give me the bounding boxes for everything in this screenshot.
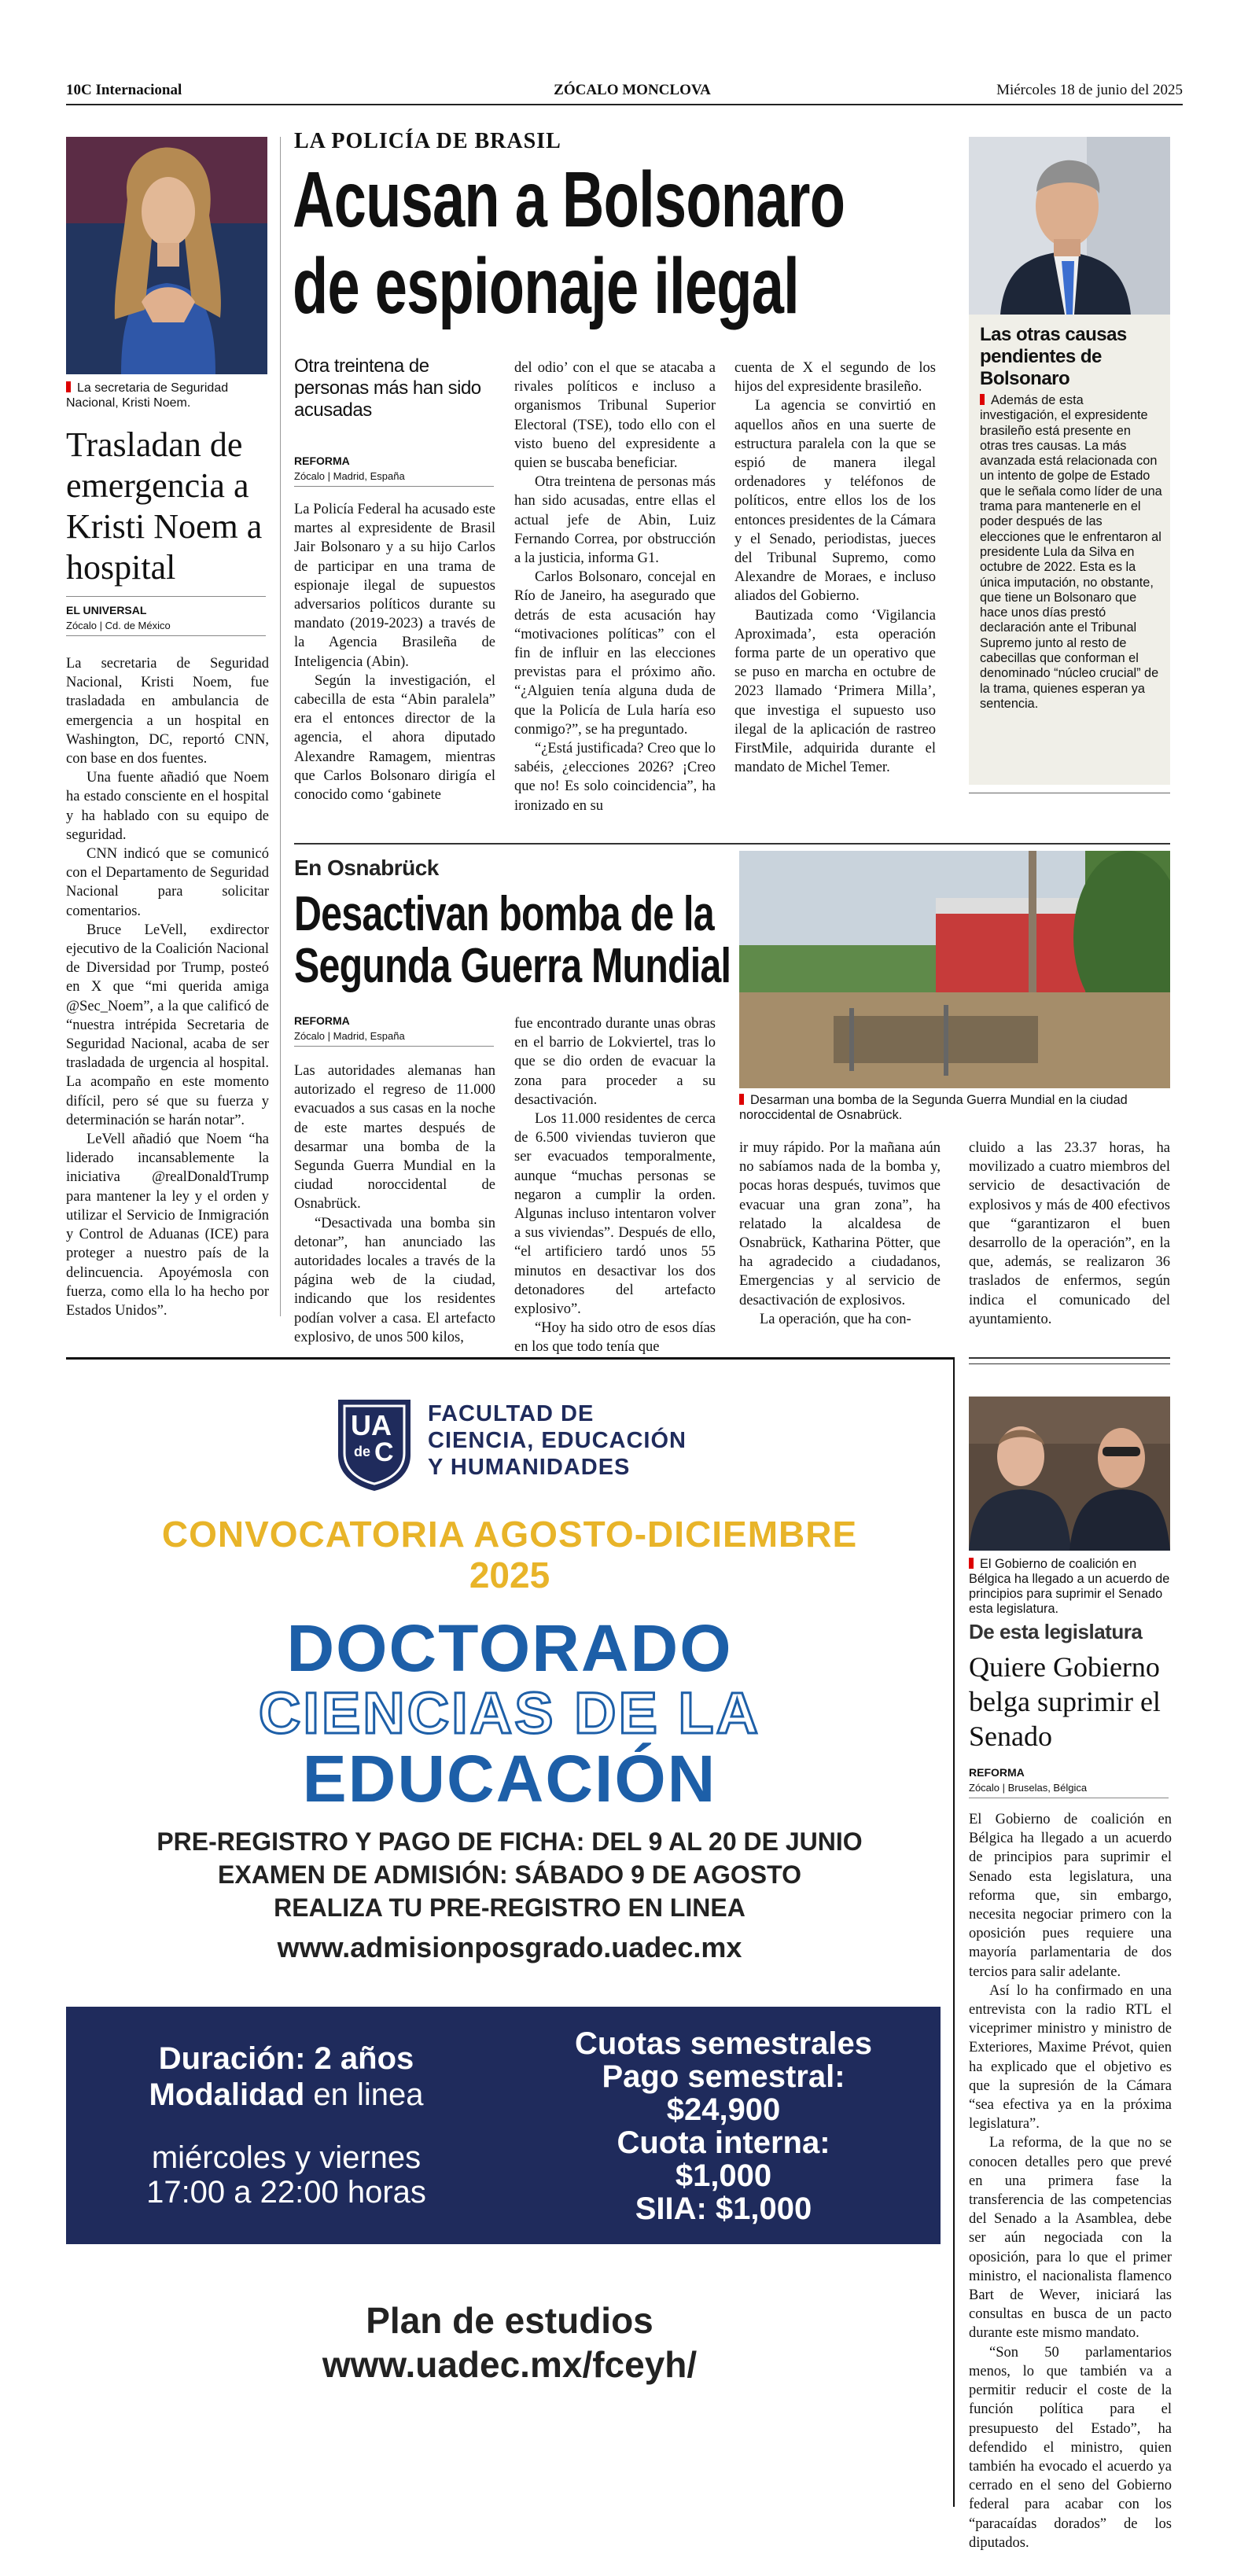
bomba-paragraph: fue encontrado durante unas obras en el barrio de Lokviertel, tras lo que se dio orden de evacuar la zona para proceder a su desactivación.: [514, 1016, 716, 1108]
bolsonaro-dateline: Zócalo | Madrid, España: [294, 470, 405, 482]
noem-photo: [66, 137, 267, 374]
noem-dateline: Zócalo | Cd. de México: [66, 620, 171, 631]
ad-url: www.admisionposgrado.uadec.mx: [277, 1931, 742, 1963]
bolsonaro-paragraph: Según la investigación, el cabecilla de esta “Abin paralela” era el entonces director de la agencia, el ahora diputado Alexandre Ramagem, mientras que Carlos Bolsonaro dirigía el conocido como ‘gabinete: [294, 672, 495, 804]
duracion-value: 2 años: [314, 2041, 414, 2076]
belgica-dateline: Zócalo | Bruselas, Bélgica: [969, 1782, 1088, 1794]
logo-text-3: C: [374, 1437, 394, 1467]
noem-agency: EL UNIVERSAL: [66, 604, 147, 616]
noem-paragraph: Una fuente añadió que Noem ha estado consciente en el hospital y ha hablado con su equipo de seguridad.: [66, 770, 269, 843]
belgica-paragraph: “Son 50 parlamentarios menos, lo que también va a permitir reducir el coste de la función política para el presupuesto del Estado”, ha defendido el ministro, quien también ha evocado el acuerdo ya cerrado en el seno del Gobierno federal para acabar con los “paracaídas dorados” de los diputados.: [969, 2344, 1172, 2551]
bomba-caption: Desarman una bomba de la Segunda Guerra Mundial en la ciudad noroccidental de Osnabrück.: [739, 1093, 1128, 1122]
uadec-logo: [333, 1397, 415, 1492]
noem-paragraph: LeVell añadió que Noem “ha liderado incansablemente la iniciativa @realDonaldTrump para mantener la ley y el orden y utilizar el Servicio de Inmigración y Control de Aduanas (ICE) para proteger a nuestro país de la delincuencia. Apoyémosla con fuerza, como ella lo ha hecho por Estados Unidos”.: [66, 1132, 269, 1319]
section-label: 10C Internacional: [66, 82, 182, 98]
bomba-paragraph: “Hoy ha sido otro de esos días en los que todo tenía que: [514, 1320, 716, 1356]
bomba-paragraph: “Desactivada una bomba sin detonar”, han anunciado las autoridades locales a través de la página web de la ciudad, indicando que los residentes podían volver a casa. El artefacto explosivo, de unos 500 kilos,: [294, 1215, 495, 1345]
bomba-agency: REFORMA: [294, 1014, 350, 1027]
belgica-body: [969, 1810, 1172, 2552]
belgica-caption: El Gobierno de coalición en Bélgica ha llegado a un acuerdo de principios para suprimir el Senado esta legislatura.: [969, 1557, 1170, 1616]
ad-info-1: PRE-REGISTRO Y PAGO DE FICHA: DEL 9 AL 20 DE JUNIO: [156, 1827, 863, 1856]
ad-program-3: EDUCACIÓN: [302, 1742, 717, 1816]
ad-faculty-1: FACULTAD DE: [428, 1401, 595, 1426]
logo-text-1: UA: [351, 1409, 392, 1441]
ad-right-rule: [953, 1357, 955, 2507]
noem-dateline-rule: [66, 635, 266, 636]
ad-faculty-2: CIENCIA, EDUCACIÓN: [428, 1428, 687, 1453]
ad-top-rule: [66, 1357, 953, 1360]
bomba-paragraph: La operación, que ha con-: [760, 1311, 911, 1327]
bomba-col-4: [969, 1139, 1170, 1329]
interna-value: $1,000: [675, 2158, 772, 2193]
noem-caption: La secretaria de Seguridad Nacional, Kristi Noem.: [66, 381, 229, 410]
belgica-headline: Quiere Gobierno belga suprimir el Senado: [969, 1651, 1161, 1752]
bolsonaro-paragraph: “¿Está justificada? Creo que lo sabéis, ¿elecciones 2026? ¡Creo que no! Es solo coincidencia”, ha ironizado en su: [514, 741, 716, 814]
ad-faculty-3: Y HUMANIDADES: [428, 1455, 631, 1480]
caption-marker: [66, 381, 71, 392]
noem-paragraph: La secretaria de Seguridad Nacional, Kristi Noem, fue trasladada en ambulancia de emergencia a un hospital en Washington, DC, reportó CNN, con base en dos fuentes.: [66, 656, 269, 767]
belgica-paragraph: El Gobierno de coalición en Bélgica ha llegado a un acuerdo de principios para suprimir el Senado esta legislatura, una reforma que, sin embargo, necesita negociar primero con la oposición pues requiere una mayoría parlamentaria de dos tercios para salir adelante.: [969, 1812, 1172, 1980]
ad-call-1: CONVOCATORIA AGOSTO-DICIEMBRE: [161, 1514, 858, 1555]
bomba-photo: [739, 851, 1170, 1088]
bolsonaro-paragraph: Carlos Bolsonaro, concejal en Río de Janeiro, ha asegurado que detrás de esta acusación hay “motivaciones políticas” con el fin de influir en las elecciones previstas para el próximo año. “¿Alguien tenía alguna duda de que la Policía de Lula haría eso conmigo?”, se ha preguntado.: [514, 569, 716, 738]
bomba-headline-2: Segunda Guerra Mundial: [294, 939, 731, 993]
bolsonaro-deck: Otra treintena de personas más han sido acusadas: [294, 355, 481, 421]
duracion-label: Duración:: [158, 2041, 306, 2076]
horas-line: 17:00 a 22:00 horas: [146, 2175, 426, 2210]
ad-program-1: DOCTORADO: [286, 1611, 733, 1685]
ad-call-2: 2025: [469, 1555, 550, 1595]
ad-program-2: CIENCIAS DE LA: [258, 1680, 761, 1746]
bolsonaro-agency: REFORMA: [294, 454, 350, 467]
noem-paragraph: Bruce LeVell, exdirector ejecutivo de la Coalición Nacional de Diversidad por Trump, posteó en X que “mi querida amiga @Sec_Noem”, a la que calificó de “nuestra intrépida Secretaria de Seguridad Nacional, acaba de ser trasladada de urgencia al hospital. La acompaño en este momento difícil, pero sé que su fuerza y determinación se harán notar”.: [66, 922, 269, 1128]
bolsonaro-dateline-rule: [294, 486, 494, 487]
column-divider-left: [280, 137, 281, 1316]
bolsonaro-paragraph: La Policía Federal ha acusado este martes al expresidente de Brasil Jair Bolsonaro y a su hijo Carlos de participar en una trama de espionaje ilegal de supuestos adversarios políticos durante su mandato (2019-2023) a través de la Agencia Brasileña de Inteligencia (Abin).: [294, 502, 495, 670]
modalidad-value: en linea: [313, 2077, 424, 2112]
bomba-paragraph: ir muy rápido. Por la mañana aún no sabíamos nada de la bomba y, pocas horas después, tuvimos que evacuar una gran zona”, ha relatado la alcaldesa de Osnabrück, Katharina Pötter, que ha agradecido a ciudadanos, Emergencias y al servicio de desactivación de explosivos.: [739, 1140, 941, 1308]
newspaper-name: ZÓCALO MONCLOVA: [554, 82, 711, 98]
header-rule: [66, 104, 1183, 105]
bolsonaro-col-2: [514, 359, 716, 815]
duracion-line: [66, 2041, 506, 2076]
bolsonaro-paragraph: del odio’ con el que se atacaba a rivales políticos e incluso a organismos Tribunal Superior Electoral (TSE), todo ello con el visto bueno del expresidente a quien se buscaba beneficiar.: [514, 360, 716, 472]
bomba-col-1: [294, 1062, 495, 1347]
bolsonaro-headline-1: Acusan a Bolsonaro: [293, 156, 845, 244]
bomba-dateline: Zócalo | Madrid, España: [294, 1030, 405, 1042]
belgica-agency: REFORMA: [969, 1766, 1025, 1779]
bomba-top-rule: [294, 843, 1170, 845]
belgica-top-rule-2: [969, 1363, 1170, 1364]
bolsonaro-col-1: [294, 500, 495, 804]
belgica-top-rule-1: [969, 1357, 1170, 1359]
bomba-kicker: En Osnabrück: [294, 856, 439, 880]
noem-body: [66, 654, 269, 1320]
bolsonaro-col-3: [734, 359, 936, 777]
bolsonaro-kicker: LA POLICÍA DE BRASIL: [294, 129, 561, 153]
ad-plan-title: Plan de estudios: [366, 2300, 653, 2341]
page-header: [66, 79, 1183, 102]
bomba-dateline-rule: [294, 1046, 494, 1047]
issue-date: Miércoles 18 de junio del 2025: [996, 82, 1183, 98]
bomba-headline-1: Desactivan bomba de la: [294, 887, 714, 941]
bolsonaro-paragraph: Otra treintena de personas más han sido acusadas, entre ellas el actual jefe de Abin, Luiz Fernando Correa, por obstrucción a la justicia, informa G1.: [514, 474, 716, 567]
bolsonaro-paragraph: cuenta de X el segundo de los hijos del expresidente brasileño.: [734, 360, 936, 396]
bomba-col-2: [514, 1014, 716, 1357]
caption-marker: [739, 1094, 744, 1105]
dias-line: miércoles y viernes: [151, 2140, 422, 2175]
sidebar-title: Las otras causas pendientes de Bolsonaro: [980, 324, 1127, 389]
bomba-paragraph: Los 11.000 residentes de cerca de 6.500 viviendas tuvieron que ser evacuados temporalmente, aunque “muchas personas se negaron a cumplir la orden. Algunas incluso intentaron volver a sus viviendas”. Después de ello, “el artificiero tardó unos 55 minutos en desactivar los dos detonadores del artefacto explosivo”.: [514, 1111, 716, 1318]
bomba-col-3: [739, 1139, 941, 1329]
ad-info-3: REALIZA TU PRE-REGISTRO EN LINEA: [274, 1893, 745, 1922]
bolsonaro-photo: [969, 137, 1170, 315]
bolsonaro-headline-2: de espionaje ilegal: [293, 242, 799, 330]
belgica-paragraph: Así lo ha confirmado en una entrevista con la radio RTL el viceprimer ministro y ministro de Exteriores, Maxime Prévot, quien ha explicado que el objetivo es que la supresión de la Cámara “sea efectiva ya en la próxima legislatura”.: [969, 1982, 1172, 2133]
belgica-photo: [969, 1397, 1170, 1551]
sidebar-marker: [980, 394, 985, 405]
noem-headline-rule: [66, 596, 266, 597]
bomba-paragraph: cluido a las 23.37 horas, ha movilizado a cuatro miembros del servicio de desactivación de explosivos y más de 400 efectivos que “garantizaron el buen desarrollo de la operación”, en la que, además, se realizaron 36 traslados de enfermos, según indica el comunicado del ayuntamiento.: [969, 1140, 1170, 1327]
pago-label: Pago semestral:: [602, 2059, 845, 2094]
logo-text-2: de: [354, 1444, 371, 1459]
ad-plan-url: www.uadec.mx/fceyh/: [322, 2344, 698, 2385]
siia-value: SIIA: $1,000: [635, 2191, 812, 2226]
modalidad-line: [66, 2077, 506, 2112]
sidebar-text: Además de esta investigación, el expresidente brasileño está presente en otras tres causas. La más avanzada está relacionada con un intento de golpe de Estado que le señala como líder de una trama para mantenerle en el poder después de las elecciones que le enfrentaron al presidente Lula da Silva en octubre de 2022. Esta es la única imputación, no obstante, que tiene un Bolsonaro que hace unos días prestó declaración ante el Tribunal Supremo junto al resto de cabecillas que conforman el denominado “núcleo crucial” de la trama, quienes esperan ya sentencia.: [980, 393, 1162, 711]
ad-info-2: EXAMEN DE ADMISIÓN: SÁBADO 9 DE AGOSTO: [218, 1860, 801, 1889]
ad-info-box: [66, 2007, 941, 2244]
belgica-kicker: De esta legislatura: [969, 1620, 1143, 1643]
noem-headline: Trasladan de emergencia a Kristi Noem a hospital: [66, 425, 263, 587]
pago-value: $24,900: [666, 2092, 781, 2127]
caption-marker: [969, 1558, 974, 1569]
bomba-paragraph: Las autoridades alemanas han autorizado el regreso de 11.000 evacuados a sus casas en la noche de este martes después de desarmar una bomba de la Segunda Guerra Mundial en la ciudad noroccidental de Osnabrück.: [294, 1063, 495, 1213]
bolsonaro-paragraph: La agencia se convirtió en aquellos años en una suerte de estructura paralela con la que se espió de manera ilegal ordenadores y teléfonos de políticos, entre ellos los de los entonces presidentes de la Cámara y el Senado, periodistas, jueces del Tribunal Supremo, como Alexandre de Moraes, e incluso aliados del Gobierno.: [734, 398, 936, 605]
noem-paragraph: CNN indicó que se comunicó con el Departamento de Seguridad Nacional para solicitar comentarios.: [66, 846, 269, 919]
interna-label: Cuota interna:: [617, 2125, 830, 2160]
belgica-paragraph: La reforma, de la que no se conocen detalles pero que prevé en una primera fase la transferencia de las competencias del Senado a la Asamblea, debe ser aún negociada con la oposición, para lo que el primer ministro, el nacionalista flamenco Bart de Wever, iniciará las consultas en busca de un pacto durante este mismo mandato.: [969, 2135, 1172, 2342]
modalidad-label: Modalidad: [149, 2077, 305, 2112]
cuotas-title: Cuotas semestrales: [575, 2026, 872, 2061]
bolsonaro-paragraph: Bautizada como ‘Vigilancia Aproximada’, esta operación forma parte de un operativo que se puso en marcha en octubre de 2023 llamado ‘Primera Milla’, que investiga el supuesto uso ilegal de la aplicación de rastreo FirstMile, adquirida durante el mandato de Michel Temer.: [734, 607, 936, 776]
